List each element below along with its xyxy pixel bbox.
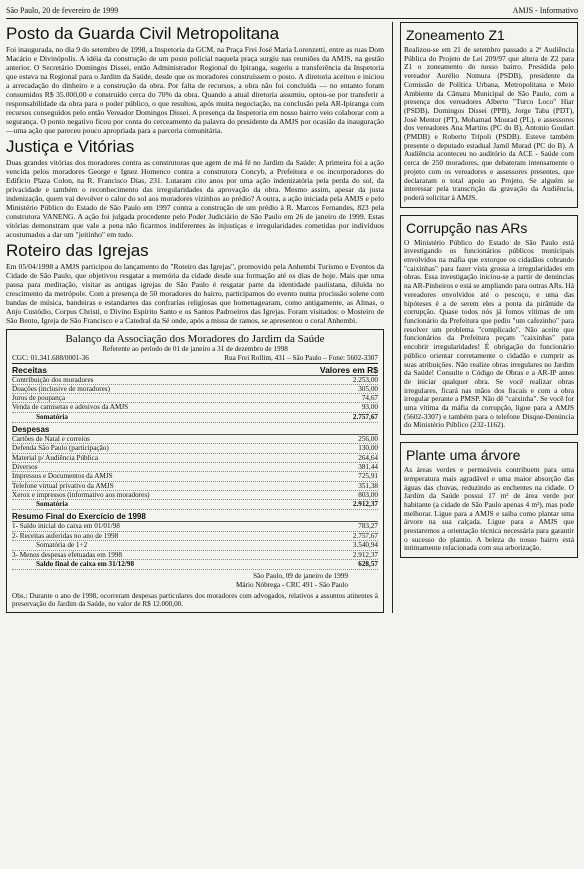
row-label: Telefone virtual privativo da AMJS	[12, 481, 114, 490]
header-date: São Paulo, 20 de fevereiro de 1999	[6, 6, 119, 15]
table-row	[12, 522, 378, 531]
left-column	[6, 22, 384, 613]
article-arvore	[400, 442, 578, 558]
table-row	[12, 435, 378, 444]
row-label: Saldo final de caixa em 31/12/98	[36, 560, 135, 569]
table-row	[12, 463, 378, 472]
receitas-list	[12, 376, 378, 423]
article-body: Duas grandes vitórias dos moradores contra as construtoras que agem de má fé no Jardim da Saúde: A primeira foi a ação vencida pelos moradores George e Ignez Homenco contra a construtora Concyb, a Prefeitura e os incorporadores do Edifício Plaza Colon, na R. Francisco Dias, 231. Lutaram cito anos por uma ação indenizatória pela perda do sol, da privacidade e também o reconhecimento das irregularidades da aprovação da obra. Mesmo assim, apesar da justa indenização, quem vai devolver o calor do sol aos moradores vizinhos ao prédio? A outra, a ação iniciada pela AMJS e pelo Ministério Público do Estado de São Paulo em 1997 contra a construção de um prédio à R. Marcos Fernandes, 823 pela construtora VANENG. A ação foi julgada procedente pelo Poder Judiciário de São Paulo em 26 de janeiro de 1999. Estas vitórias demonstram que vale a pena não ficarmos indiferentes às injustiças e irregularidades cometidas por indivíduos acostumados a dar um "jeitinho" em tudo.	[6, 158, 384, 239]
article-justica	[6, 137, 384, 239]
row-label: Material p/ Audiência Pública	[12, 453, 99, 462]
table-row	[12, 491, 378, 500]
row-label: Somatória	[36, 500, 68, 509]
receitas-header	[12, 366, 378, 375]
header-publication: AMJS - Informativo	[512, 6, 578, 15]
row-value: 2.757,67	[352, 531, 378, 540]
right-column	[392, 22, 578, 613]
article-title: Corrupção nas ARs	[406, 219, 528, 236]
row-label: Impressos e Documentos da AMJS	[12, 472, 113, 481]
row-label: 2- Receitas auferidas no ano de 1998	[12, 531, 119, 540]
table-row	[12, 385, 378, 394]
row-label: Diversos	[12, 462, 38, 471]
despesas-list	[12, 435, 378, 510]
soma-row	[12, 541, 378, 551]
row-value: 725,91	[358, 472, 378, 481]
row-value: 381,44	[358, 462, 378, 471]
row-value: 783,27	[358, 522, 378, 531]
article-title: Roteiro das Igrejas	[6, 241, 149, 260]
row-value: 351,38	[358, 481, 378, 490]
signature-name: Mário Nóbrega - CRC 491 - São Paulo	[236, 580, 348, 589]
article-title: Zoneamento Z1	[406, 27, 505, 43]
row-value: 130,00	[358, 444, 378, 453]
row-value: 264,64	[358, 453, 378, 462]
row-label: Contribuição dos moradores	[12, 375, 94, 384]
resumo-list	[12, 522, 378, 570]
row-value: 93,00	[361, 403, 378, 412]
receitas-total-row	[12, 413, 378, 423]
row-value: 628,57	[358, 560, 378, 569]
table-row	[12, 394, 378, 403]
article-zoneamento	[400, 22, 578, 208]
row-value: 2.912,37	[352, 551, 378, 560]
row-label: 1- Saldo inicial do caixa em 01/01/98	[12, 522, 120, 531]
row-value: 305,00	[358, 384, 378, 393]
article-body: O Ministério Público do Estado de São Paulo está investigando os funcionários públicos municipais envolvidos na máfia que extorque os cidadãos cobrando "caixinhas" para fazer vista grossa a irregularidades em obras. Essa investigação iniciou-se a partir de denúncias na AR-Pinheiros e está se ampliando para outras ARs. Há vereadores envolvidos até o pescoço, e uma das hipóteses é a de serem eles a ponta da pirâmide da corrupção. Quase todos nós já fomos vítimas de um funcionário da Prefeitura que pediu "um cafezinho" para resolver um problema "complicado". Não aceite que funcionários da Prefeitura peçam "caixinhas" para encobrir irregularidades! É obrigação do funcionário público orientar corretamente o cidadão e cumprir as suas atribuições. Não realize obras irregulares no Jardim da Saúde! Consulte o Código de Obras e a AR-IP antes de iniciar qualquer obra. Se você realizar obras irregulares, ficará nas mãos dos fiscais e com a obra irregular perante a PMSP. Não dê "caixinha". Se você for uma vítima da máfia da corrupção, ligue para a AMJS (5602-3307) e também para o telefone Disque-Denúncia do Ministério Público (232-1162).	[404, 237, 574, 430]
balance-title: Balanço da Associação dos Moradores do Jardim da Saúde	[65, 333, 325, 345]
row-label: Xerox e impressos (informativo aos moradores)	[12, 490, 150, 499]
article-body: Realizou-se em 21 de setembro passado a 2ª Audiência Pública do Projeto de Lei 209/97 que altera de Z2 para Z1 o zoneamento do nosso bairro. Presidida pelo vereador Aurélio Nomura (PSDB), presidente da Comissão de Política Urbana, Metropolitana e Meio Ambiente da Câmara Municipal de São Paulo, com a presença dos vereadores Alberto "Turco Loco" Hiar (PSDB), Domingos Dissei (PPB), Jorge Taba (PDT), José Mentor (PT), Mohamad Mourad (PL), e assessores dos vereadores Ana Martins (PC do B), Antonio Goulart (PMDB) e Roberto Trípoli (PSDB). Esteve também presente o deputado estadual Jamil Murad (PC do B). A Audiência aconteceu no auditório da ACE - Saúde com cerca de 250 moradores, que debateram intensamente o projeto com os vereadores e assessores presentes, que declararam o total apoio ao Projeto. Se alguém se interessar pela transcrição da gravação da Audiência, poderá solicitar à AMJS.	[404, 45, 574, 202]
row-value: 3.540,94	[352, 541, 378, 550]
article-body: Foi inaugurada, no dia 9 do setembro de 1998, a Inspetoria da GCM, na Praça Frei José Maria Lorenzetti, entre as ruas Dom Macário e Divinópolis. A idéia da construção de um posto policial naquela praça surgiu nas reuniões da AMJS, na gestão anterior. O Secretário Domingos Dissei, então Administrador Regional do Ipiranga, sugeriu a transferência da Inspetoria que estava na Regional para o Jardim da Saúde, desde que os moradores construíssem o posto. A diretoria aceitou e iniciou a arrecadação do dinheiro e a construção da obra. Por falta de recursos, a obra não foi concluída — no entanto foram consumidos R$ 35.000,00 e construído cerca do 70% da obra. Quando a atual diretoria assumiu, optou-se por transferir a responsabilidade da obra para o poder público, o que resultou, após muita negociação, na conclusão pela AR-Ipiranga com recursos conseguidos pelo então Vereador Domingos Dissei. A presença da Inspetoria em nosso bairro veio colaborar com a segurança. O ponto negativo ficou por conta do cerceamento da palavra do presidente da AMJS por ocasião da inauguração—uma ação que pareceu pouco apropriada para a parceria comunitária.	[6, 45, 384, 135]
table-row	[12, 532, 378, 541]
article-roteiro	[6, 241, 384, 325]
article-body: As áreas verdes e permeáveis contribuem para uma temperatura mais agradável e uma maior absorção das águas das chuvas, reduzindo as enchentes na cidade. O Jardim da Saúde possui 17 m² de área verde por habitante (a cidade de São Paulo apenas 4 m²), mas pode melhorar. Ligue para a AMJS e saiba como plantar uma árvore na sua calçada. Ligue para a AMJS que prestaremos a orientação técnica necessária para garantir o sucesso do plantio. A beleza do nosso bairro está intimamente relacionada com sua arborização.	[404, 465, 574, 553]
row-label: 3- Menos despesas efetuadas em 1998	[12, 551, 122, 560]
table-row	[12, 472, 378, 481]
resumo-header: Resumo Final do Exercício de 1998	[12, 513, 378, 522]
row-label: Somatória	[36, 412, 68, 421]
balance-note: Obs.: Durante o ano de 1998, ocorreram despesas particulares dos moradores com advogados, relativos a assuntos atinentes à preservação do Jardim da Saúde, no valor de R$ 12.000,00.	[12, 591, 378, 609]
signature-block	[12, 572, 378, 589]
signature-date: São Paulo, 09 de janeiro de 1999	[253, 572, 348, 581]
row-value: 2.912,37	[352, 500, 378, 509]
balance-cgc: CGC: 01.341.688/0001-36	[12, 354, 89, 362]
row-value: 2.253,00	[352, 375, 378, 384]
row-label: Defenda São Paulo (participação)	[12, 444, 109, 453]
values-label: Valores em R$	[319, 365, 378, 376]
table-row	[12, 454, 378, 463]
table-row	[12, 444, 378, 453]
despesas-header: Despesas	[12, 426, 378, 435]
row-label: Cartões de Natal e correios	[12, 435, 90, 444]
row-label: Doações (inclusive de moradores)	[12, 384, 110, 393]
row-value: 2.757,67	[352, 412, 378, 421]
despesas-total-row	[12, 500, 378, 510]
page-header	[6, 6, 578, 19]
article-posto	[6, 24, 384, 135]
row-label: Venda de camisetas e adesivos da AMJS	[12, 403, 129, 412]
balance-sheet	[6, 329, 384, 613]
article-title: Posto da Guarda Civil Metropolitana	[6, 24, 280, 43]
row-value: 256,00	[358, 435, 378, 444]
row-value: 803,00	[358, 490, 378, 499]
receitas-label: Receitas	[12, 365, 47, 376]
balance-id-row	[12, 354, 378, 364]
article-title: Justiça e Vitórias	[6, 137, 135, 156]
article-title: Plante uma árvore	[406, 447, 521, 464]
row-label: Somatória de 1+2	[36, 541, 88, 550]
menos-row	[12, 551, 378, 560]
article-body: Em 05/04/1998 a AMJS participou do lançamento do "Roteiro das Igrejas", promovido pela Anhembi Turismo e Eventos da Cidade de São Paulo, que objetivou resgatar a memória da cidade desde sua formação até os dias de hoje. Mais que uma pausa para meditação, visitar as antigas igrejas de São Paulo é resgatar parte da identidade paulistana, diluída no crescimento da metrópole. Com a presença de 50 moradores do bairro, participamos do evento numa procissão solene com bandas de música, bandeiras e estandartes das confrarias religiosas que homenagearam, como antigamente, as Almas, o Anjo Custódio, Corpus Christi, o Divino Espírito Santo e os Santos Padroeiros das Igrejas. Foram visitados: o Mosteiro de São Bento, Igreja de São Francisco e a Catedral da Sé onde, após a missa de ramos, se apresentou o coral Anhembi.	[6, 262, 384, 325]
table-row	[12, 482, 378, 491]
balance-address: Rua Frei Rollim, 431 – São Paulo – Fone: 5602-3307	[224, 354, 378, 362]
row-label: Juros de poupança	[12, 394, 66, 403]
article-corrupcao	[400, 215, 578, 435]
table-row	[12, 376, 378, 385]
table-row	[12, 403, 378, 412]
balance-period: Referente ao período de 01 de janeiro a 31 de dezembro de 1998	[102, 345, 288, 353]
row-value: 74,67	[361, 394, 378, 403]
saldo-row	[12, 560, 378, 570]
